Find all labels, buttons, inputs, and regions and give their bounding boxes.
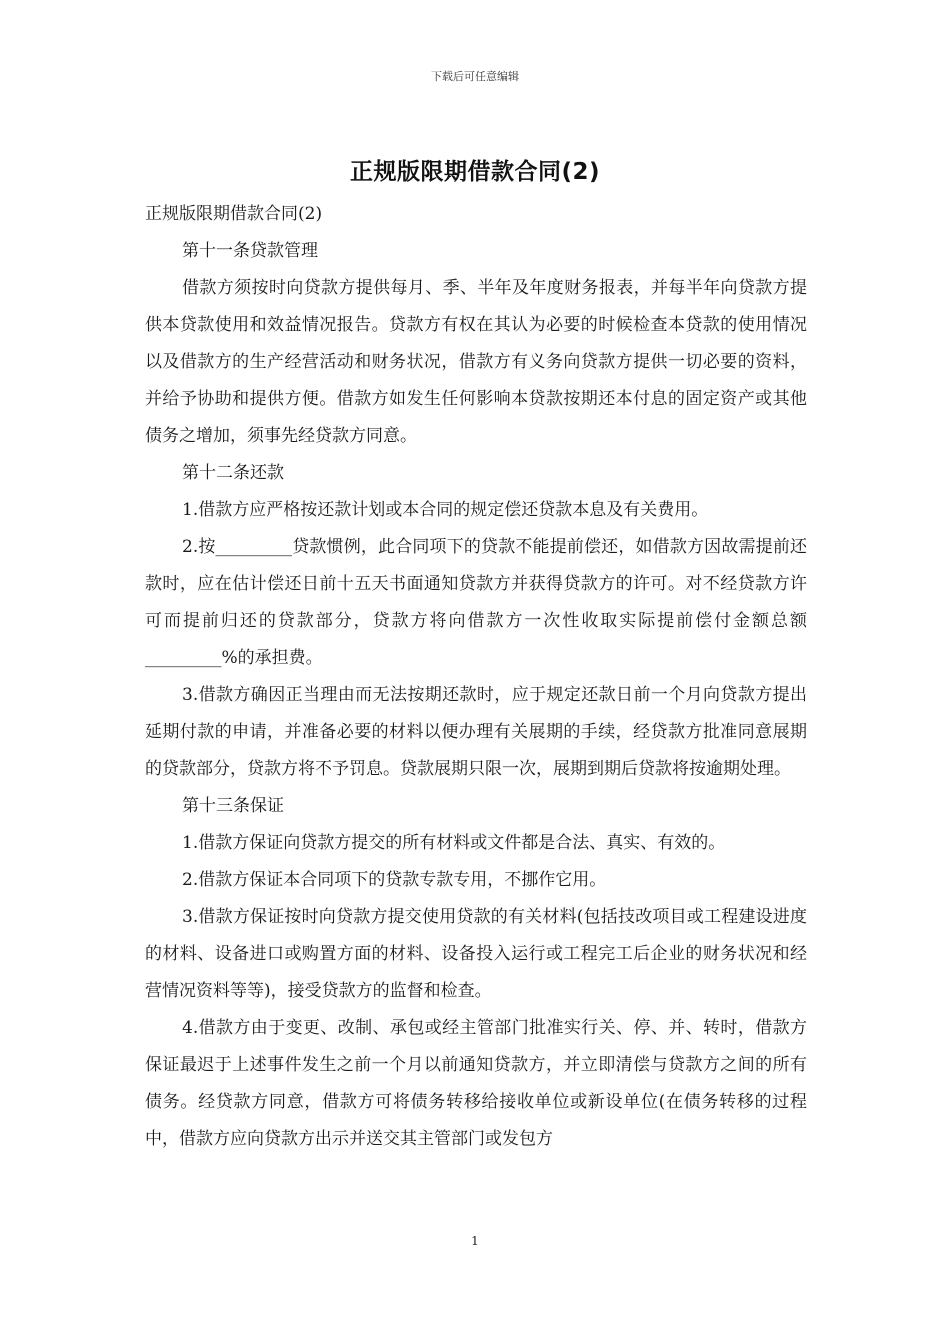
paragraph-subtitle: 正规版限期借款合同(2) bbox=[145, 204, 323, 224]
paragraph-repayment-3: 3.借款方确因正当理由而无法按期还款时，应于规定还款日前一个月向贷款方提出延期付款的申请，并准备必要的材料以便办理有关展期的手续，经贷款方批准同意展期的贷款部分，贷款方将不予罚息。贷款展期只限一次，展期到期后贷款将按逾期处理。 bbox=[145, 685, 807, 779]
paragraph-repayment-1: 1.借款方应严格按还款计划或本合同的规定偿还贷款本息及有关费用。 bbox=[182, 500, 709, 520]
paragraph-repayment-2: 2.按_________贷款惯例，此合同项下的贷款不能提前偿还，如借款方因故需提前还款时，应在估计偿还日前十五天书面通知贷款方并获得贷款方的许可。对不经贷款方许可而提前归还的贷款部分，贷款方将向借款方一次性收取实际提前偿付金额总额_________%的承担费。 bbox=[145, 537, 807, 668]
header-note: 下载后可任意编辑 bbox=[431, 70, 519, 83]
paragraph-guarantee-2: 2.借款方保证本合同项下的贷款专款专用，不挪作它用。 bbox=[182, 870, 607, 890]
paragraph-loan-management: 借款方须按时向贷款方提供每月、季、半年及年度财务报表，并每半年向贷款方提供本贷款使用和效益情况报告。贷款方有权在其认为必要的时候检查本贷款的使用情况以及借款方的生产经营活动和财务状况，借款方有义务向贷款方提供一切必要的资料，并给予协助和提供方便。借款方如发生任何影响本贷款按期还本付息的固定资产或其他债务之增加，须事先经贷款方同意。 bbox=[145, 278, 807, 446]
document-body bbox=[145, 196, 807, 1158]
section-heading-13: 第十三条保证 bbox=[182, 796, 284, 816]
section-heading-12: 第十二条还款 bbox=[182, 463, 284, 483]
document-title: 正规版限期借款合同(2) bbox=[349, 159, 601, 185]
paragraph-guarantee-3: 3.借款方保证按时向贷款方提交使用贷款的有关材料(包括技改项目或工程建设进度的材料、设备进口或购置方面的材料、设备投入运行或工程完工后企业的财务状况和经营情况资料等等)，接受贷款方的监督和检查。 bbox=[145, 907, 807, 1001]
paragraph-guarantee-1: 1.借款方保证向贷款方提交的所有材料或文件都是合法、真实、有效的。 bbox=[182, 833, 726, 853]
paragraph-guarantee-4: 4.借款方由于变更、改制、承包或经主管部门批准实行关、停、并、转时，借款方保证最迟于上述事件发生之前一个月以前通知贷款方，并立即清偿与贷款方之间的所有债务。经贷款方同意，借款方可将债务转移给接收单位或新设单位(在债务转移的过程中，借款方应向贷款方出示并送交其主管部门或发包方 bbox=[145, 1018, 807, 1149]
section-heading-11: 第十一条贷款管理 bbox=[182, 241, 318, 261]
page-number: 1 bbox=[471, 1234, 479, 1248]
